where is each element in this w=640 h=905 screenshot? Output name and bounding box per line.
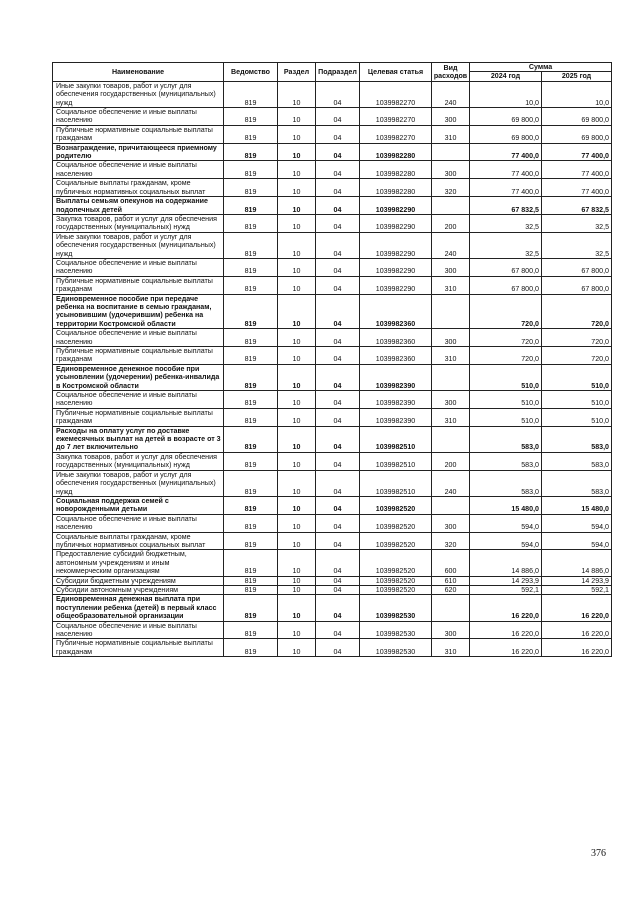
row-dept: 819 [224, 426, 278, 452]
row-value-2024: 594,0 [470, 514, 542, 532]
row-type: 610 [432, 576, 470, 585]
row-target: 1039982530 [360, 595, 432, 621]
row-value-2024: 14 886,0 [470, 550, 542, 576]
table-row [53, 197, 612, 215]
row-name: Социальное обеспечение и иные выплаты населению [53, 329, 224, 347]
table-row [53, 391, 612, 409]
row-type: 310 [432, 125, 470, 143]
row-name: Субсидии бюджетным учреждениям [53, 576, 224, 585]
row-dept: 819 [224, 81, 278, 107]
row-section: 10 [278, 514, 316, 532]
row-value-2024: 16 220,0 [470, 621, 542, 639]
row-name: Единовременное пособие при передаче ребенка на воспитание в семью гражданам, усыновившим (удочерившим) ребенка на территории Костромской области [53, 294, 224, 329]
row-value-2024: 69 800,0 [470, 108, 542, 126]
table-row [53, 347, 612, 365]
table-row [53, 470, 612, 496]
row-section: 10 [278, 347, 316, 365]
row-subsection: 04 [316, 364, 360, 390]
row-value-2024: 32,5 [470, 232, 542, 258]
header-section: Раздел [278, 63, 316, 82]
header-year-2024: 2024 год [470, 72, 542, 81]
row-subsection: 04 [316, 585, 360, 594]
header-subsection: Подраздел [316, 63, 360, 82]
row-target: 1039982390 [360, 391, 432, 409]
row-type: 240 [432, 81, 470, 107]
row-dept: 819 [224, 452, 278, 470]
row-target: 1039982290 [360, 276, 432, 294]
row-target: 1039982290 [360, 197, 432, 215]
row-target: 1039982360 [360, 329, 432, 347]
row-value-2025: 77 400,0 [542, 161, 612, 179]
row-value-2025: 720,0 [542, 347, 612, 365]
row-target: 1039982520 [360, 550, 432, 576]
row-name: Публичные нормативные социальные выплаты гражданам [53, 639, 224, 657]
row-dept: 819 [224, 576, 278, 585]
row-dept: 819 [224, 550, 278, 576]
row-target: 1039982290 [360, 258, 432, 276]
row-value-2024: 510,0 [470, 391, 542, 409]
row-type [432, 496, 470, 514]
table-row [53, 621, 612, 639]
row-value-2024: 67 800,0 [470, 258, 542, 276]
row-section: 10 [278, 532, 316, 550]
row-value-2025: 592,1 [542, 585, 612, 594]
row-subsection: 04 [316, 391, 360, 409]
row-target: 1039982280 [360, 161, 432, 179]
row-section: 10 [278, 143, 316, 161]
row-subsection: 04 [316, 232, 360, 258]
row-target: 1039982270 [360, 108, 432, 126]
row-name: Публичные нормативные социальные выплаты гражданам [53, 408, 224, 426]
row-section: 10 [278, 258, 316, 276]
row-subsection: 04 [316, 621, 360, 639]
row-name: Закупка товаров, работ и услуг для обеспечения государственных (муниципальных) нужд [53, 452, 224, 470]
row-name: Социальные выплаты гражданам, кроме публичных нормативных социальных выплат [53, 532, 224, 550]
row-target: 1039982390 [360, 364, 432, 390]
row-value-2024: 510,0 [470, 408, 542, 426]
row-value-2025: 720,0 [542, 294, 612, 329]
row-dept: 819 [224, 639, 278, 657]
row-name: Иные закупки товаров, работ и услуг для обеспечения государственных (муниципальных) нужд [53, 81, 224, 107]
row-subsection: 04 [316, 408, 360, 426]
table-row [53, 214, 612, 232]
table-row [53, 496, 612, 514]
row-type [432, 426, 470, 452]
budget-table-sheet [52, 62, 611, 657]
row-dept: 819 [224, 470, 278, 496]
row-type: 240 [432, 232, 470, 258]
row-value-2024: 594,0 [470, 532, 542, 550]
row-section: 10 [278, 179, 316, 197]
row-type: 300 [432, 258, 470, 276]
row-dept: 819 [224, 214, 278, 232]
header-name: Наименование [53, 63, 224, 82]
row-section: 10 [278, 426, 316, 452]
row-value-2024: 77 400,0 [470, 161, 542, 179]
row-dept: 819 [224, 347, 278, 365]
row-section: 10 [278, 496, 316, 514]
row-value-2024: 69 800,0 [470, 125, 542, 143]
row-target: 1039982520 [360, 585, 432, 594]
row-value-2025: 16 220,0 [542, 621, 612, 639]
row-value-2025: 594,0 [542, 514, 612, 532]
row-type: 200 [432, 214, 470, 232]
row-value-2025: 69 800,0 [542, 108, 612, 126]
row-name: Социальное обеспечение и иные выплаты населению [53, 391, 224, 409]
row-value-2025: 77 400,0 [542, 143, 612, 161]
header-type: Вид расходов [432, 63, 470, 82]
row-subsection: 04 [316, 81, 360, 107]
row-section: 10 [278, 452, 316, 470]
row-value-2025: 69 800,0 [542, 125, 612, 143]
row-value-2025: 67 800,0 [542, 276, 612, 294]
row-dept: 819 [224, 143, 278, 161]
row-section: 10 [278, 639, 316, 657]
row-type: 300 [432, 329, 470, 347]
row-type: 200 [432, 452, 470, 470]
row-name: Социальная поддержка семей с новорожденными детьми [53, 496, 224, 514]
table-row [53, 161, 612, 179]
row-name: Предоставление субсидий бюджетным, автономным учреждениям и иным некоммерческим организациям [53, 550, 224, 576]
row-dept: 819 [224, 585, 278, 594]
table-row [53, 426, 612, 452]
row-dept: 819 [224, 391, 278, 409]
table-body [53, 81, 612, 656]
row-name: Социальное обеспечение и иные выплаты населению [53, 514, 224, 532]
row-subsection: 04 [316, 214, 360, 232]
row-section: 10 [278, 550, 316, 576]
table-row [53, 294, 612, 329]
row-type: 310 [432, 276, 470, 294]
row-section: 10 [278, 81, 316, 107]
row-subsection: 04 [316, 426, 360, 452]
row-target: 1039982520 [360, 496, 432, 514]
row-target: 1039982390 [360, 408, 432, 426]
row-type: 300 [432, 514, 470, 532]
row-target: 1039982510 [360, 452, 432, 470]
row-value-2025: 16 220,0 [542, 595, 612, 621]
row-section: 10 [278, 595, 316, 621]
row-value-2024: 510,0 [470, 364, 542, 390]
row-value-2025: 583,0 [542, 452, 612, 470]
row-type [432, 197, 470, 215]
table-row [53, 595, 612, 621]
row-section: 10 [278, 329, 316, 347]
row-name: Единовременное денежное пособие при усыновлении (удочерении) ребенка-инвалида в Костромской области [53, 364, 224, 390]
row-subsection: 04 [316, 347, 360, 365]
row-subsection: 04 [316, 276, 360, 294]
row-value-2024: 14 293,9 [470, 576, 542, 585]
row-type [432, 294, 470, 329]
row-section: 10 [278, 197, 316, 215]
row-target: 1039982530 [360, 621, 432, 639]
row-section: 10 [278, 576, 316, 585]
row-name: Публичные нормативные социальные выплаты гражданам [53, 125, 224, 143]
row-type: 300 [432, 621, 470, 639]
table-row [53, 408, 612, 426]
row-dept: 819 [224, 496, 278, 514]
row-subsection: 04 [316, 595, 360, 621]
row-type: 320 [432, 532, 470, 550]
row-value-2025: 67 800,0 [542, 258, 612, 276]
table-row [53, 143, 612, 161]
row-subsection: 04 [316, 108, 360, 126]
row-name: Социальное обеспечение и иные выплаты населению [53, 108, 224, 126]
row-dept: 819 [224, 258, 278, 276]
row-target: 1039982530 [360, 639, 432, 657]
row-value-2025: 510,0 [542, 408, 612, 426]
row-type: 300 [432, 391, 470, 409]
row-target: 1039982270 [360, 81, 432, 107]
row-value-2024: 720,0 [470, 294, 542, 329]
row-value-2025: 67 832,5 [542, 197, 612, 215]
row-name: Выплаты семьям опекунов на содержание подопечных детей [53, 197, 224, 215]
row-value-2024: 32,5 [470, 214, 542, 232]
row-target: 1039982290 [360, 214, 432, 232]
row-type: 300 [432, 108, 470, 126]
row-dept: 819 [224, 595, 278, 621]
row-value-2024: 720,0 [470, 329, 542, 347]
table-row [53, 81, 612, 107]
row-section: 10 [278, 232, 316, 258]
row-type [432, 364, 470, 390]
row-section: 10 [278, 108, 316, 126]
row-subsection: 04 [316, 258, 360, 276]
row-dept: 819 [224, 514, 278, 532]
row-name: Иные закупки товаров, работ и услуг для обеспечения государственных (муниципальных) нужд [53, 232, 224, 258]
table-row [53, 452, 612, 470]
row-type: 310 [432, 408, 470, 426]
row-value-2025: 14 886,0 [542, 550, 612, 576]
row-section: 10 [278, 585, 316, 594]
table-row [53, 532, 612, 550]
table-row [53, 329, 612, 347]
row-subsection: 04 [316, 452, 360, 470]
row-subsection: 04 [316, 125, 360, 143]
row-dept: 819 [224, 108, 278, 126]
row-dept: 819 [224, 364, 278, 390]
row-value-2024: 720,0 [470, 347, 542, 365]
row-subsection: 04 [316, 532, 360, 550]
row-dept: 819 [224, 232, 278, 258]
header-target: Целевая статья [360, 63, 432, 82]
row-type: 320 [432, 179, 470, 197]
row-name: Публичные нормативные социальные выплаты гражданам [53, 347, 224, 365]
row-value-2025: 32,5 [542, 232, 612, 258]
row-value-2025: 10,0 [542, 81, 612, 107]
row-dept: 819 [224, 329, 278, 347]
row-value-2024: 583,0 [470, 470, 542, 496]
row-dept: 819 [224, 294, 278, 329]
row-target: 1039982360 [360, 294, 432, 329]
row-value-2025: 77 400,0 [542, 179, 612, 197]
row-section: 10 [278, 408, 316, 426]
row-dept: 819 [224, 621, 278, 639]
row-value-2024: 15 480,0 [470, 496, 542, 514]
row-subsection: 04 [316, 496, 360, 514]
row-subsection: 04 [316, 143, 360, 161]
row-target: 1039982510 [360, 470, 432, 496]
row-value-2024: 77 400,0 [470, 179, 542, 197]
row-type [432, 143, 470, 161]
row-value-2024: 67 832,5 [470, 197, 542, 215]
row-section: 10 [278, 470, 316, 496]
row-target: 1039982520 [360, 576, 432, 585]
row-subsection: 04 [316, 179, 360, 197]
row-name: Субсидии автономным учреждениям [53, 585, 224, 594]
row-name: Публичные нормативные социальные выплаты гражданам [53, 276, 224, 294]
row-value-2025: 510,0 [542, 364, 612, 390]
row-type: 300 [432, 161, 470, 179]
row-value-2025: 15 480,0 [542, 496, 612, 514]
row-section: 10 [278, 214, 316, 232]
table-row [53, 585, 612, 594]
row-section: 10 [278, 161, 316, 179]
row-value-2025: 14 293,9 [542, 576, 612, 585]
row-type: 600 [432, 550, 470, 576]
table-row [53, 232, 612, 258]
row-name: Социальные выплаты гражданам, кроме публичных нормативных социальных выплат [53, 179, 224, 197]
row-target: 1039982280 [360, 143, 432, 161]
row-section: 10 [278, 125, 316, 143]
row-name: Единовременная денежная выплата при поступлении ребенка (детей) в первый класс общеобразовательной организации [53, 595, 224, 621]
table-row [53, 125, 612, 143]
row-value-2024: 583,0 [470, 426, 542, 452]
row-target: 1039982290 [360, 232, 432, 258]
row-dept: 819 [224, 408, 278, 426]
row-target: 1039982510 [360, 426, 432, 452]
row-dept: 819 [224, 161, 278, 179]
row-target: 1039982360 [360, 347, 432, 365]
page-number: 376 [591, 848, 606, 859]
row-type: 240 [432, 470, 470, 496]
row-value-2024: 16 220,0 [470, 595, 542, 621]
table-row [53, 364, 612, 390]
row-target: 1039982520 [360, 514, 432, 532]
row-value-2024: 583,0 [470, 452, 542, 470]
row-type: 310 [432, 639, 470, 657]
row-name: Расходы на оплату услуг по доставке ежемесячных выплат на детей в возрасте от 3 до 7 лет включительно [53, 426, 224, 452]
row-value-2025: 583,0 [542, 470, 612, 496]
row-value-2024: 592,1 [470, 585, 542, 594]
row-dept: 819 [224, 125, 278, 143]
budget-table [52, 62, 612, 657]
row-name: Вознаграждение, причитающееся приемному родителю [53, 143, 224, 161]
row-subsection: 04 [316, 576, 360, 585]
row-value-2025: 594,0 [542, 532, 612, 550]
table-row [53, 108, 612, 126]
row-target: 1039982520 [360, 532, 432, 550]
row-subsection: 04 [316, 329, 360, 347]
row-value-2025: 510,0 [542, 391, 612, 409]
row-subsection: 04 [316, 161, 360, 179]
header-sum: Сумма [470, 63, 612, 72]
row-value-2025: 16 220,0 [542, 639, 612, 657]
row-type: 310 [432, 347, 470, 365]
row-value-2024: 10,0 [470, 81, 542, 107]
row-name: Закупка товаров, работ и услуг для обеспечения государственных (муниципальных) нужд [53, 214, 224, 232]
row-type [432, 595, 470, 621]
table-row [53, 550, 612, 576]
row-section: 10 [278, 294, 316, 329]
row-section: 10 [278, 276, 316, 294]
row-dept: 819 [224, 197, 278, 215]
row-subsection: 04 [316, 514, 360, 532]
row-value-2024: 77 400,0 [470, 143, 542, 161]
row-type: 620 [432, 585, 470, 594]
table-row [53, 258, 612, 276]
row-dept: 819 [224, 276, 278, 294]
row-subsection: 04 [316, 470, 360, 496]
row-target: 1039982280 [360, 179, 432, 197]
row-name: Социальное обеспечение и иные выплаты населению [53, 621, 224, 639]
table-row [53, 276, 612, 294]
table-row [53, 576, 612, 585]
row-dept: 819 [224, 179, 278, 197]
row-name: Иные закупки товаров, работ и услуг для обеспечения государственных (муниципальных) нужд [53, 470, 224, 496]
row-subsection: 04 [316, 294, 360, 329]
row-subsection: 04 [316, 550, 360, 576]
header-dept: Ведомство [224, 63, 278, 82]
header-year-2025: 2025 год [542, 72, 612, 81]
table-row [53, 514, 612, 532]
row-value-2024: 16 220,0 [470, 639, 542, 657]
table-row [53, 639, 612, 657]
row-section: 10 [278, 391, 316, 409]
row-target: 1039982270 [360, 125, 432, 143]
row-dept: 819 [224, 532, 278, 550]
row-section: 10 [278, 621, 316, 639]
row-value-2024: 67 800,0 [470, 276, 542, 294]
row-name: Социальное обеспечение и иные выплаты населению [53, 258, 224, 276]
row-section: 10 [278, 364, 316, 390]
row-value-2025: 583,0 [542, 426, 612, 452]
row-subsection: 04 [316, 639, 360, 657]
table-row [53, 179, 612, 197]
row-value-2025: 32,5 [542, 214, 612, 232]
row-name: Социальное обеспечение и иные выплаты населению [53, 161, 224, 179]
row-subsection: 04 [316, 197, 360, 215]
row-value-2025: 720,0 [542, 329, 612, 347]
